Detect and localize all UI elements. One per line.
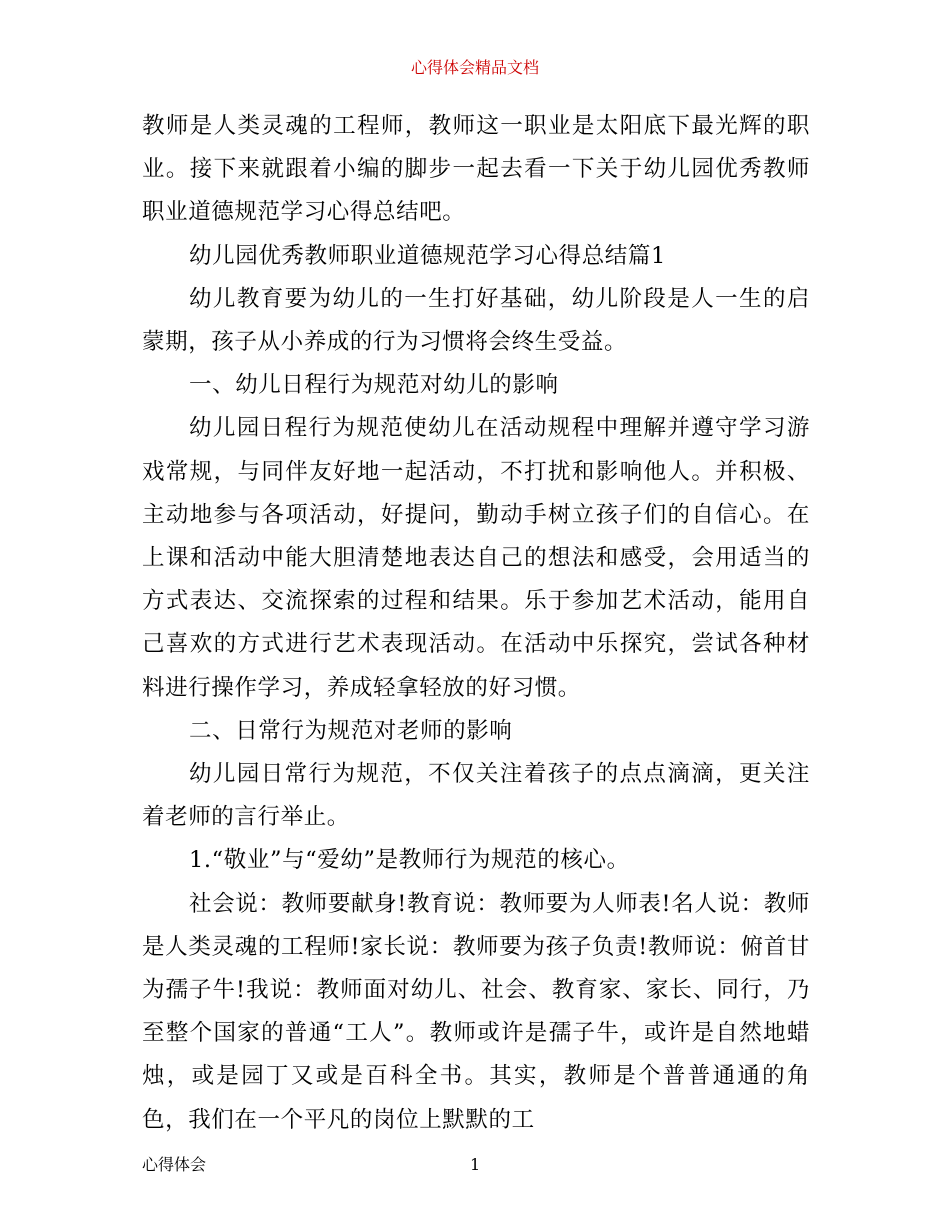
section-title: 幼儿园优秀教师职业道德规范学习心得总结篇1	[189, 242, 666, 269]
paragraph: 社会说：教师要献身!教育说：教师要为人师表!名人说：教师是人类灵魂的工程师!家长说：教师要为孩子负责!教师说：俯首甘为孺子牛!我说：教师面对幼儿、社会、教育家、家长、同行，乃至整个国家的普通“工人”。教师或许是孺子牛，或许是自然地蜡烛，或是园丁又或是百科全书。其实，教师是个普普通通的角色，我们在一个平凡的岗位上默默的工	[142, 890, 810, 1133]
footer-label: 心得体会	[142, 1155, 207, 1174]
page-number: 1	[470, 1155, 481, 1174]
paragraph: 幼儿园日常行为规范，不仅关注着孩子的点点滴滴，更关注着老师的言行举止。	[142, 761, 810, 831]
page-header: 心得体会精品文档	[410, 58, 539, 77]
document-body	[142, 105, 810, 1142]
section-heading-2: 二、日常行为规范对老师的影响	[189, 717, 513, 744]
paragraph: 幼儿教育要为幼儿的一生打好基础，幼儿阶段是人一生的启蒙期，孩子从小养成的行为习惯将会终生受益。	[142, 285, 810, 356]
numbered-item-1: 1.“敬业”与“爱幼”是教师行为规范的核心。	[189, 847, 630, 874]
section-heading-1: 一、幼儿日程行为规范对幼儿的影响	[189, 372, 559, 399]
paragraph-intro: 教师是人类灵魂的工程师，教师这一职业是太阳底下最光辉的职业。接下来就跟着小编的脚步一起去看一下关于幼儿园优秀教师职业道德规范学习心得总结吧。	[142, 113, 810, 226]
paragraph: 幼儿园日程行为规范使幼儿在活动规程中理解并遵守学习游戏常规，与同伴友好地一起活动，不打扰和影响他人。并积极、主动地参与各项活动，好提问，勤动手树立孩子们的自信心。在上课和活动中能大胆清楚地表达自己的想法和感受，会用适当的方式表达、交流探索的过程和结果。乐于参加艺术活动，能用自己喜欢的方式进行艺术表现活动。在活动中乐探究，尝试各种材料进行操作学习，养成轻拿轻放的好习惯。	[142, 415, 810, 701]
